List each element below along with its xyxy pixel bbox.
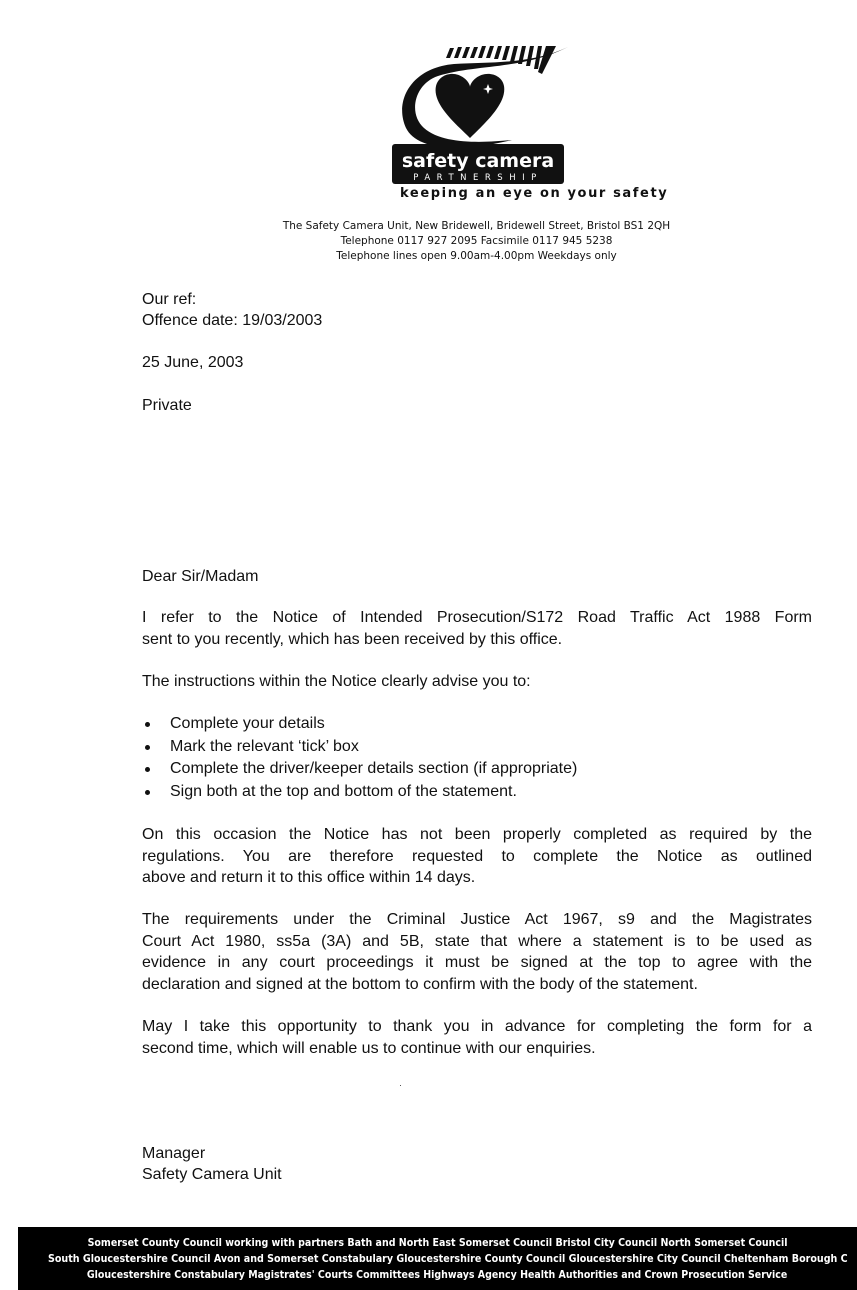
our-reference: Our ref: [142, 291, 197, 308]
paragraph-line: On this occasion the Notice has not been properly completed as required by the [142, 826, 812, 843]
list-item: Complete your details [142, 713, 577, 736]
logo-tagline: keeping an eye on your safety [400, 186, 669, 201]
logo-subtitle: PARTNERSHIP [413, 173, 543, 183]
paragraph-legal-requirements [142, 909, 812, 995]
paragraph-line: declaration and signed at the bottom to confirm with the body of the statement. [142, 975, 698, 993]
paragraph-line: sent to you recently, which has been received by this office. [142, 630, 563, 648]
safety-camera-partnership-logo [392, 44, 582, 186]
paragraph-thanks [142, 1016, 812, 1059]
footer-partners-line [18, 1269, 857, 1281]
address-line: The Safety Camera Unit, New Bridewell, Bridewell Street, Bristol BS1 2QH [282, 220, 671, 232]
scan-speck [400, 1085, 401, 1086]
footer-text: South Gloucestershire Council Avon and Somerset Constabulary Gloucestershire County Council Gloucestershire City Council Cheltenham Borough C [48, 1253, 848, 1265]
paragraph-line: second time, which will enable us to continue with our enquiries. [142, 1039, 596, 1057]
footer-text: Somerset County Council working with partners Bath and North East Somerset Council Bristol City Council North Somerset Council [87, 1237, 788, 1249]
paragraph-line: May I take this opportunity to thank you in advance for completing the form for a [142, 1018, 812, 1035]
offence-date: Offence date: 19/03/2003 [142, 312, 323, 329]
instructions-list [142, 713, 577, 803]
paragraph-instructions: The instructions within the Notice clearly advise you to: [142, 673, 531, 690]
paragraph-line: above and return it to this office within 14 days. [142, 869, 476, 886]
list-item: Complete the driver/keeper details section (if appropriate) [142, 758, 577, 781]
paragraph-line: The requirements under the Criminal Justice Act 1967, s9 and the Magistrates [142, 911, 812, 928]
partners-footer [18, 1227, 857, 1290]
privacy-marking: Private [142, 397, 192, 414]
paragraph-line: evidence in any court proceedings it must be signed at the top to agree with the [142, 954, 812, 971]
sender-address [200, 219, 753, 264]
paragraph-line: I refer to the Notice of Intended Prosecution/S172 Road Traffic Act 1988 Form [142, 609, 812, 626]
paragraph-line: Court Act 1980, ss5a (3A) and 5B, state that where a statement is to be used as [142, 932, 812, 950]
footer-partners-line [48, 1253, 857, 1265]
footer-partners-line [18, 1237, 857, 1249]
paragraph-notice-received [142, 607, 812, 650]
logo-name: safety camera [401, 150, 555, 172]
signoff-unit: Safety Camera Unit [142, 1166, 282, 1183]
telephone-line: Telephone 0117 927 2095 Facsimile 0117 945 5238 [340, 235, 613, 247]
list-item: Sign both at the top and bottom of the statement. [142, 781, 577, 804]
heart-icon [436, 74, 505, 138]
paragraph-not-completed [142, 824, 812, 889]
salutation: Dear Sir/Madam [142, 568, 259, 585]
list-item: Mark the relevant ‘tick’ box [142, 736, 577, 759]
opening-hours-line: Telephone lines open 9.00am-4.00pm Weekdays only [336, 250, 617, 262]
letter-date: 25 June, 2003 [142, 354, 244, 371]
paragraph-line: regulations. You are therefore requested to complete the Notice as outlined [142, 847, 812, 865]
footer-text: Gloucestershire Constabulary Magistrates' Courts Committees Highways Agency Health Authorities and Crown Prosecution Service [87, 1269, 788, 1281]
signoff-title: Manager [142, 1145, 206, 1162]
